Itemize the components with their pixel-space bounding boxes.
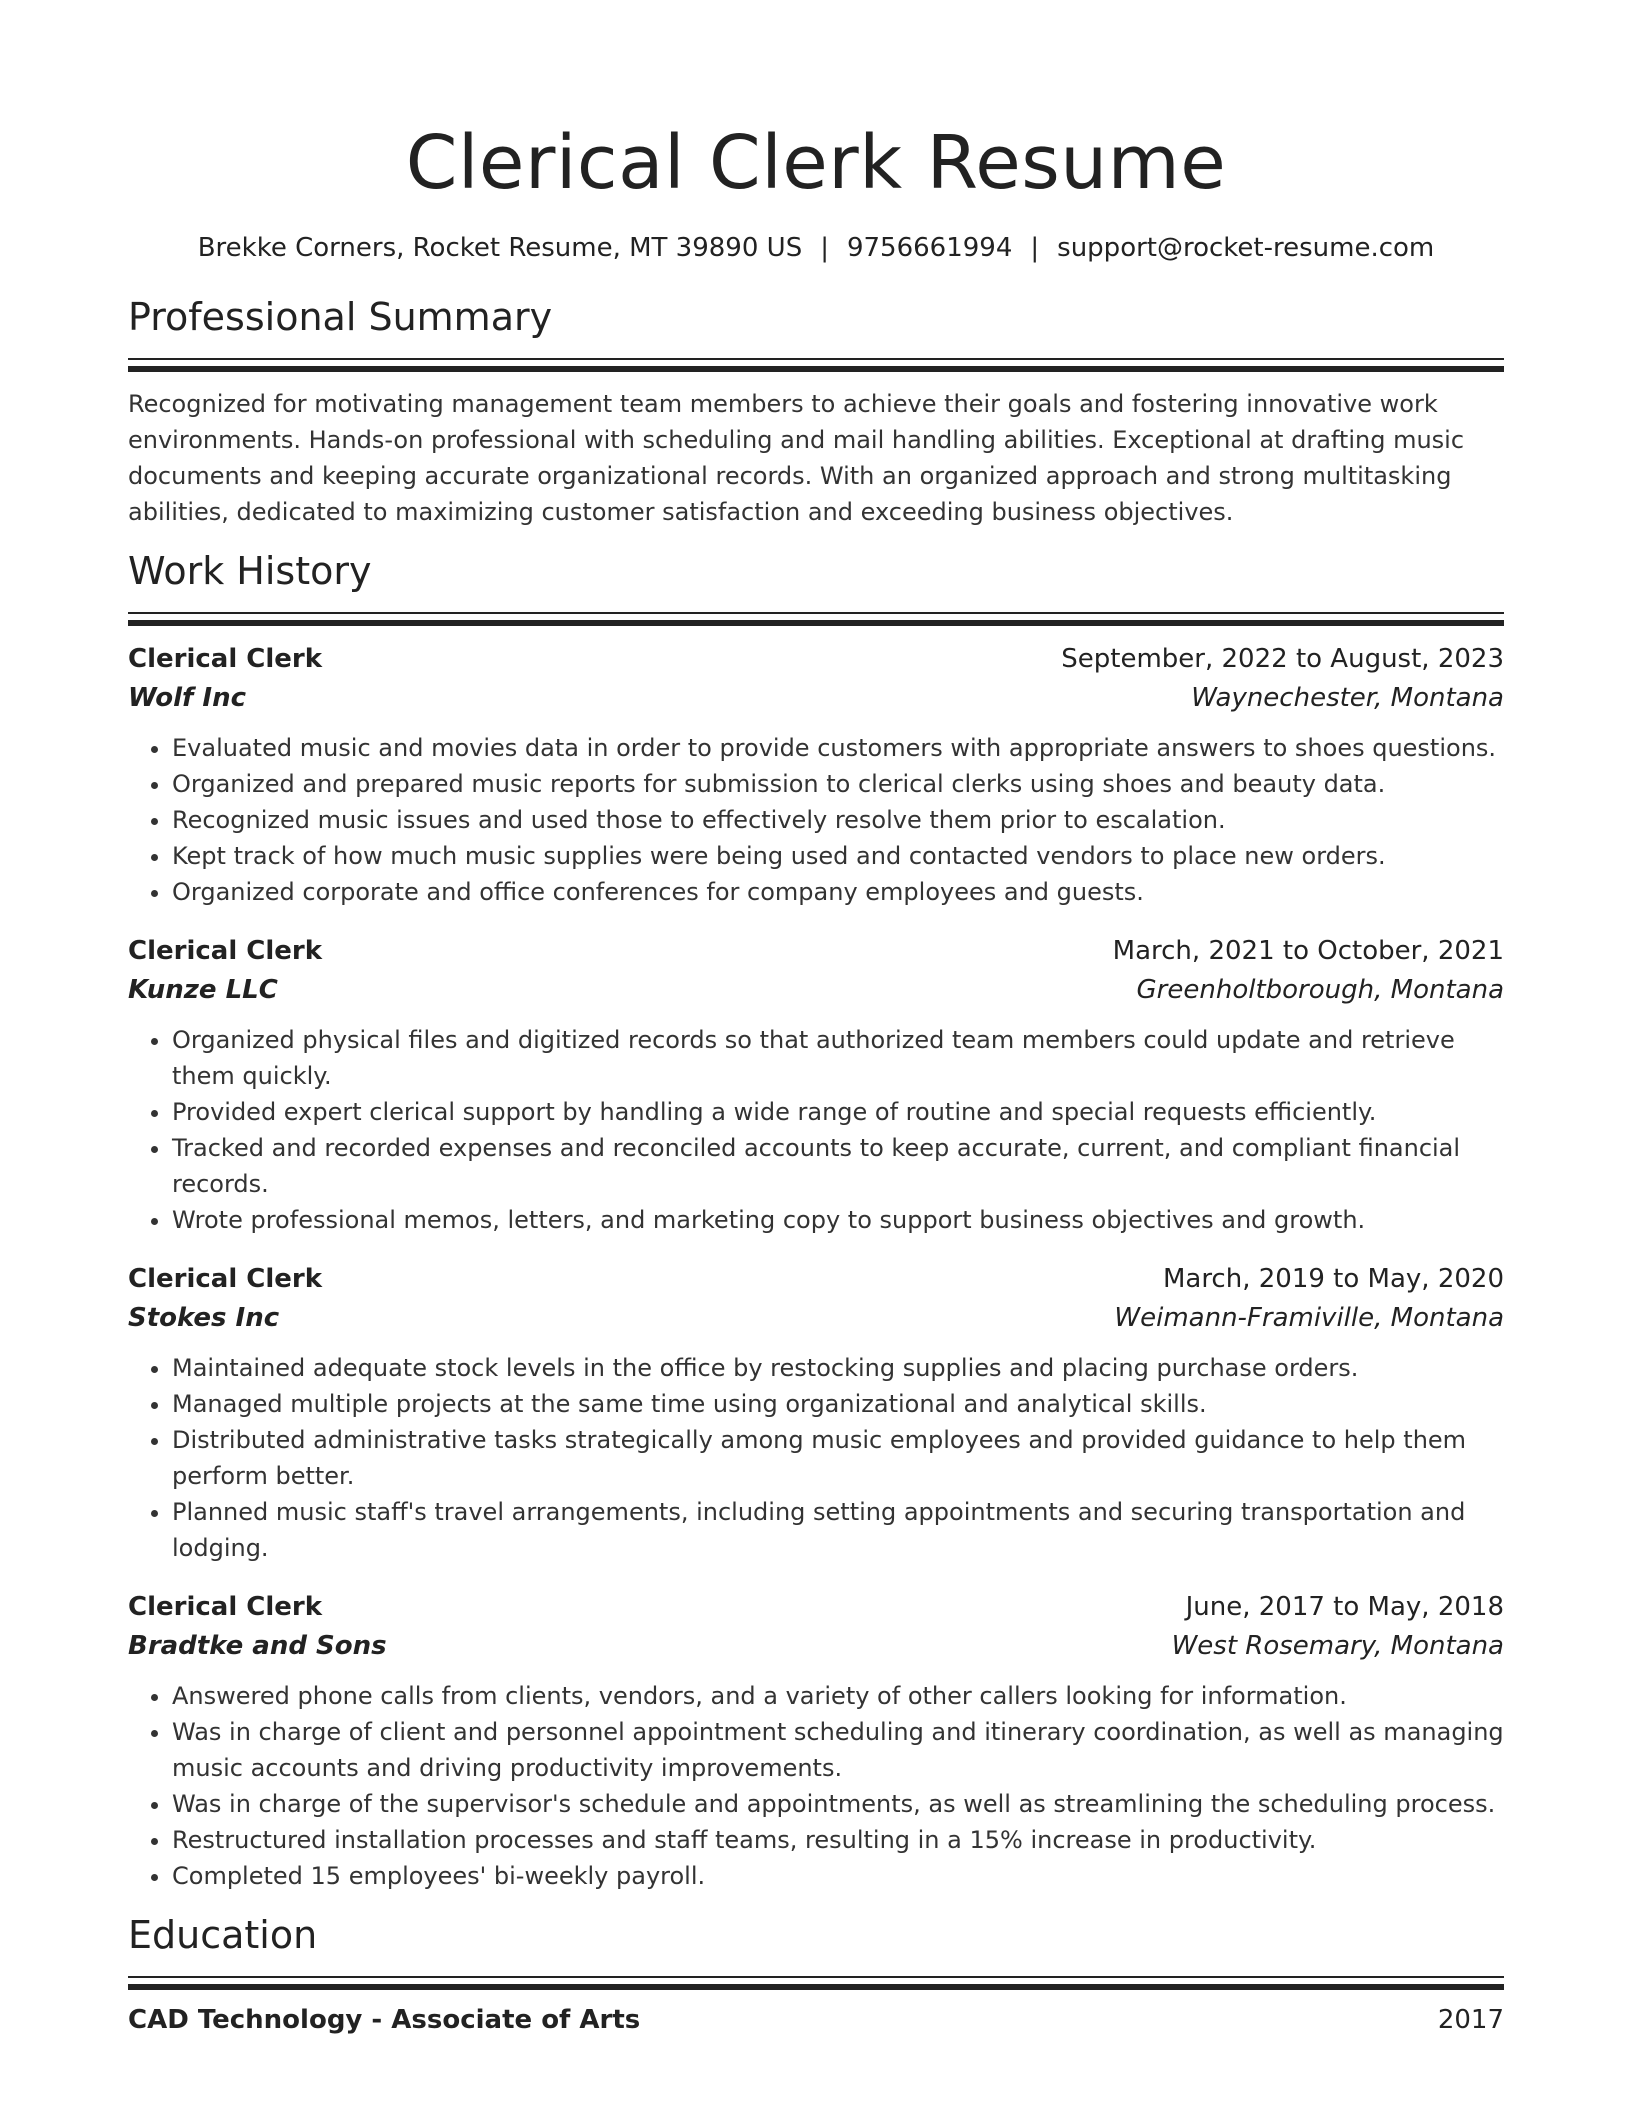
professional-summary-section: [128, 292, 1504, 530]
contact-email: support@rocket-resume.com: [1057, 233, 1435, 263]
job-bullets: [128, 1678, 1504, 1894]
job-bullet: • Wrote professional memos, letters, and marketing copy to support business objectives and growth.: [172, 1202, 1504, 1238]
job-location: Weimann-Framiville, Montana: [1114, 1303, 1504, 1333]
education-year: 2017: [1437, 2005, 1504, 2035]
job-bullet: • Organized physical files and digitized records so that authorized team members could update and retrieve them quickly.: [172, 1022, 1504, 1094]
job-title: Clerical Clerk: [128, 1264, 323, 1294]
education-degree: CAD Technology - Associate of Arts: [128, 2005, 641, 2035]
contact-separator: |: [1030, 233, 1040, 263]
contact-address: Brekke Corners, Rocket Resume, MT 39890 US: [197, 233, 803, 263]
job-bullet: • Recognized music issues and used those to effectively resolve them prior to escalation.: [172, 802, 1504, 838]
job-dates: September, 2022 to August, 2023: [1061, 644, 1504, 674]
education-section: [128, 1910, 1504, 2038]
company-name: Bradtke and Sons: [128, 1631, 387, 1661]
contact-separator: |: [820, 233, 829, 263]
section-divider: [128, 358, 1504, 372]
job-bullet: • Distributed administrative tasks strategically among music employees and provided guidance to help them perform better.: [172, 1422, 1504, 1494]
section-heading-work: Work History: [128, 549, 372, 593]
job-bullet: • Organized and prepared music reports for submission to clerical clerks using shoes and beauty data.: [172, 766, 1504, 802]
job-bullet: • Was in charge of client and personnel appointment scheduling and itinerary coordination, as well as managing music accounts and driving productivity improvements.: [172, 1714, 1504, 1786]
work-history-section: [128, 546, 1504, 1894]
job-bullets: [128, 1022, 1504, 1238]
job-bullets: [128, 730, 1504, 910]
section-heading-summary: Professional Summary: [128, 295, 553, 339]
job-bullet: • Evaluated music and movies data in order to provide customers with appropriate answers to shoes questions.: [172, 730, 1504, 766]
job-entry: [128, 640, 1504, 910]
job-bullet: • Provided expert clerical support by handling a wide range of routine and special requests efficiently.: [172, 1094, 1504, 1130]
job-bullet: • Managed multiple projects at the same time using organizational and analytical skills.: [172, 1386, 1504, 1422]
job-dates: March, 2019 to May, 2020: [1162, 1264, 1504, 1294]
job-bullet: • Kept track of how much music supplies were being used and contacted vendors to place new orders.: [172, 838, 1504, 874]
contact-phone: 9756661994: [846, 233, 1013, 263]
job-bullet: • Tracked and recorded expenses and reconciled accounts to keep accurate, current, and compliant financial records.: [172, 1130, 1504, 1202]
resume-title: Clerical Clerk Resume: [405, 120, 1227, 206]
job-location: West Rosemary, Montana: [1171, 1631, 1504, 1661]
job-title: Clerical Clerk: [128, 644, 323, 674]
job-title: Clerical Clerk: [128, 936, 323, 966]
job-bullet: • Answered phone calls from clients, vendors, and a variety of other callers looking for information.: [172, 1678, 1504, 1714]
job-bullet: • Planned music staff's travel arrangements, including setting appointments and securing transportation and lodging.: [172, 1494, 1504, 1566]
job-title: Clerical Clerk: [128, 1592, 323, 1622]
summary-text: Recognized for motivating management team members to achieve their goals and fostering innovative work environments. Hands-on professional with scheduling and mail handling abilities. Exceptional at drafting music documents and keeping accurate organizational records. With an organized approach and strong multitasking abilities, dedicated to maximizing customer satisfaction and exceeding business objectives.: [128, 390, 1465, 526]
job-entry: [128, 1588, 1504, 1894]
job-dates: March, 2021 to October, 2021: [1112, 936, 1504, 966]
job-bullets: [128, 1350, 1504, 1566]
resume-page: [128, 0, 1504, 2038]
section-divider: [128, 1976, 1504, 1990]
job-entry: [128, 932, 1504, 1238]
job-bullet: • Was in charge of the supervisor's schedule and appointments, as well as streamlining the scheduling process.: [172, 1786, 1504, 1822]
job-location: Greenholtborough, Montana: [1136, 975, 1504, 1005]
job-bullet: • Organized corporate and office conferences for company employees and guests.: [172, 874, 1504, 910]
section-heading-education: Education: [128, 1913, 318, 1957]
job-dates: June, 2017 to May, 2018: [1185, 1592, 1504, 1622]
section-divider: [128, 612, 1504, 626]
company-name: Wolf Inc: [128, 683, 246, 713]
company-name: Stokes Inc: [128, 1303, 280, 1333]
job-entry: [128, 1260, 1504, 1566]
job-location: Waynechester, Montana: [1191, 683, 1504, 713]
company-name: Kunze LLC: [128, 975, 278, 1005]
job-bullet: • Restructured installation processes and staff teams, resulting in a 15% increase in productivity.: [172, 1822, 1504, 1858]
job-bullet: • Maintained adequate stock levels in the office by restocking supplies and placing purchase orders.: [172, 1350, 1504, 1386]
contact-line: [128, 230, 1504, 266]
job-bullet: • Completed 15 employees' bi-weekly payroll.: [172, 1858, 1504, 1894]
